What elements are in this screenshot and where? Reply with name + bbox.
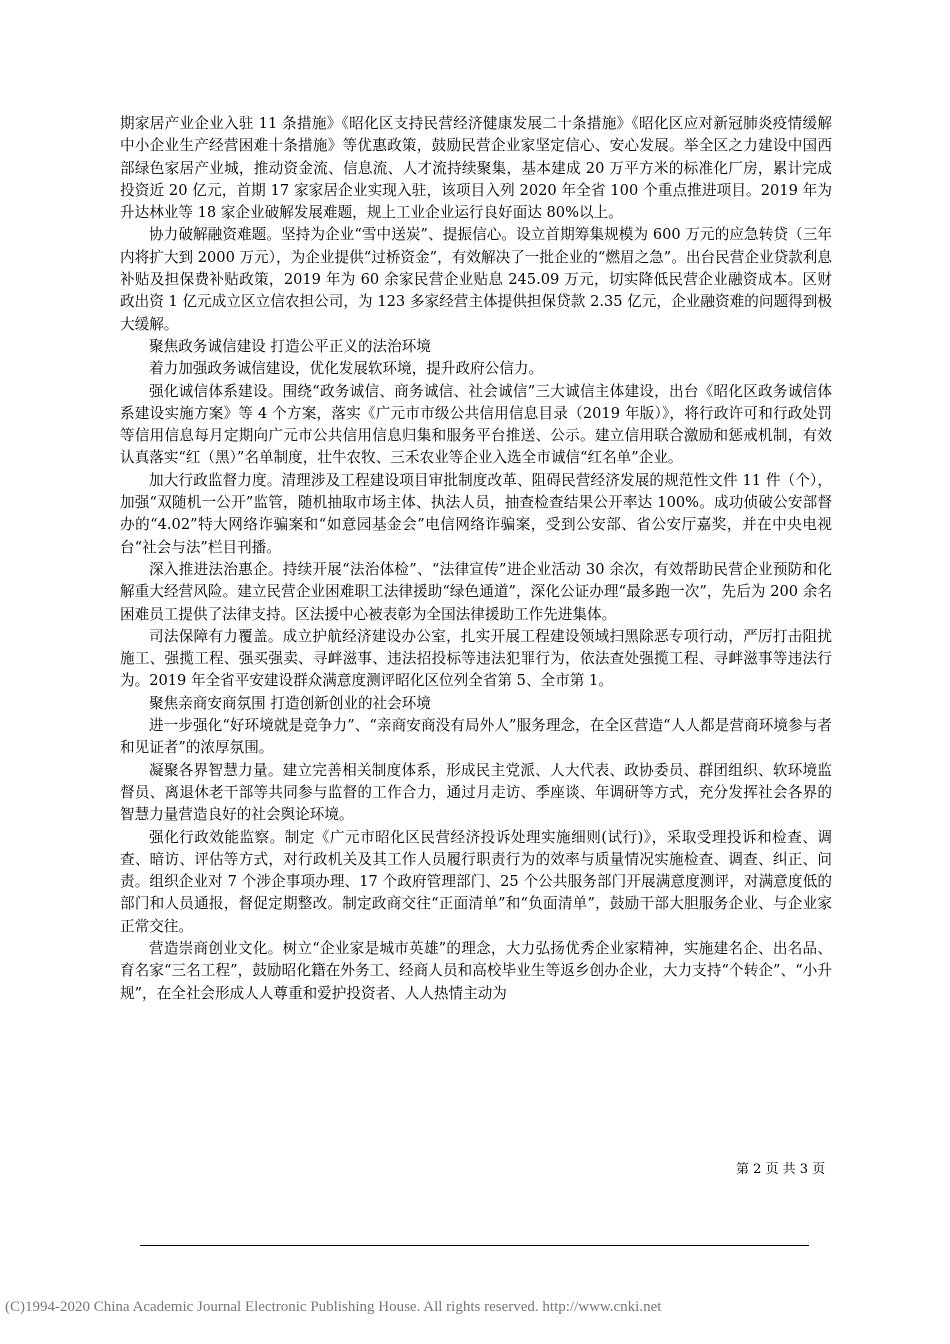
body-paragraph: 强化行政效能监察。制定《广元市昭化区民营经济投诉处理实施细则(试行)》，采取受理投诉和检查、调查、暗访、评估等方式，对行政机关及其工作人员履行职责行为的效率与质量情况实施检查、调查、纠正、问责。组织企业对 7 个涉企事项办理、17 个政府管理部门、25 个公共服务部门开展满意度测评，对满意度低的部门和人员通报，督促定期整改。制定政商交往“正面清单”和“负面清单”，鼓励干部大胆服务企业、与企业家正常交往。	[120, 828, 832, 935]
body-paragraph: 深入推进法治惠企。持续开展“法治体检”、“法律宣传”进企业活动 30 余次，有效帮助民营企业预防和化解重大经营风险。建立民营企业困难职工法律援助“绿色通道”，深化公证办理“最多跑一次”，先后为 200 余名困难员工提供了法律支持。区法援中心被表彰为全国法律援助工作先进集体。	[120, 560, 832, 623]
body-paragraph: 加大行政监督力度。清理涉及工程建设项目审批制度改革、阻碍民营经济发展的规范性文件 11 件（个），加强“双随机一公开”监管，随机抽取市场主体、执法人员，抽查检查结果公开率达 100%。成功侦破公安部督办的“4.02”特大网络诈骗案和“如意园基金会”电信网络诈骗案，受到公安部、省公安厅嘉奖，并在中央电视台“社会与法”栏目刊播。	[120, 471, 832, 556]
body-paragraph: 协力破解融资难题。坚持为企业“雪中送炭”、提振信心。设立首期筹集规模为 600 万元的应急转贷（三年内将扩大到 2000 万元），为企业提供“过桥资金”，有效解决了一批企业的“燃眉之急”。出台民营企业贷款利息补贴及担保费补贴政策，2019 年为 60 余家民营企业贴息 245.09 万元，切实降低民营企业融资成本。区财政出资 1 亿元成立区立信农担公司，为 123 多家经营主体提供担保贷款 2.35 亿元，企业融资难的问题得到极大缓解。	[120, 226, 832, 333]
footer-divider	[140, 1245, 809, 1246]
section-heading: 聚焦政务诚信建设 打造公平正义的法治环境	[149, 337, 431, 355]
body-paragraph: 着力加强政务诚信建设，优化发展软环境，提升政府公信力。	[149, 360, 544, 378]
body-paragraph: 期家居产业企业入驻 11 条措施》《昭化区支持民营经济健康发展二十条措施》《昭化区应对新冠肺炎疫情缓解中小企业生产经营困难十条措施》等优惠政策，鼓励民营企业家坚定信心、安心发展。举全区之力建设中国西部绿色家居产业城，推动资金流、信息流、人才流持续聚集，基本建成 20 万平方米的标准化厂房，累计完成投资近 20 亿元，首期 17 家家居企业实现入驻，该项目入列 2020 年全省 100 个重点推进项目。2019 年为升达林业等 18 家企业破解发展难题，规上工业企业运行良好面达 80%以上。	[120, 115, 832, 222]
body-paragraph: 司法保障有力覆盖。成立护航经济建设办公室，扎实开展工程建设领域扫黑除恶专项行动，严厉打击阻扰施工、强揽工程、强买强卖、寻衅滋事、违法招投标等违法犯罪行为，依法查处强揽工程、寻衅滋事等违法行为。2019 年全省平安建设群众满意度测评昭化区位列全省第 5、全市第 1。	[120, 627, 832, 690]
body-paragraph: 凝聚各界智慧力量。建立完善相关制度体系，形成民主党派、人大代表、政协委员、群团组织、软环境监督员、离退休老干部等共同参与监督的工作合力，通过月走访、季座谈、年调研等方式，充分发挥社会各界的智慧力量营造良好的社会舆论环境。	[120, 761, 832, 824]
copyright-notice: (C)1994-2020 China Academic Journal Electronic Publishing House. All rights reserved. http://www.cnki.net	[5, 1299, 662, 1315]
body-paragraph: 营造崇商创业文化。树立“企业家是城市英雄”的理念，大力弘扬优秀企业家精神，实施建名企、出名品、育名家“三名工程”，鼓励昭化籍在外务工、经商人员和高校毕业生等返乡创办企业，大力支持“个转企”、“小升规”，在全社会形成人人尊重和爱护投资者、人人热情主动为	[120, 939, 832, 1002]
article-body	[120, 113, 832, 1005]
body-paragraph: 强化诚信体系建设。围绕“政务诚信、商务诚信、社会诚信”三大诚信主体建设，出台《昭化区政务诚信体系建设实施方案》等 4 个方案，落实《广元市市级公共信用信息目录（2019 年版）》，将行政许可和行政处罚等信用信息每月定期向广元市公共信用信息归集和服务平台推送、公示。建立信用联合激励和惩戒机制，有效认真落实“红（黑）”名单制度，壮牛农牧、三禾农业等企业入选全市诚信“红名单”企业。	[120, 382, 832, 467]
section-heading: 聚焦亲商安商氛围 打造创新创业的社会环境	[149, 694, 431, 712]
body-paragraph: 进一步强化“好环境就是竞争力”、“亲商安商没有局外人”服务理念，在全区营造“人人都是营商环境参与者和见证者”的浓厚氛围。	[120, 717, 832, 757]
page-number: 第 2 页 共 3 页	[736, 1162, 826, 1177]
